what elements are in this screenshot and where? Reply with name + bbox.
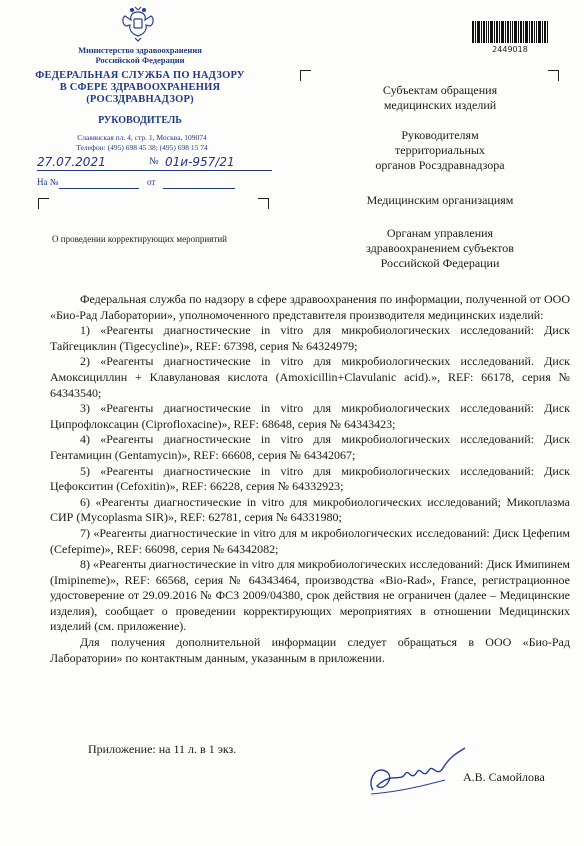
body-paragraph: Для получения дополнительной информации следует обращаться в ООО «Био-Рад Лаборатории» по контактным данным, указанным в приложении. (50, 635, 570, 665)
reference-number-label: На № (37, 177, 59, 187)
corner-bracket (38, 198, 49, 209)
registration-number: 01и-957/21 (165, 155, 235, 169)
body-paragraph: 8) «Реагенты диагностические in vitro для микробиологических исследований: Диск Имипинем (Imipineme)», REF: 66568, серия № 64343464, производства «Bio-Rad», France, регистрационное удостоверение от 29.09.2016 № ФСЗ 2009/04380, срок действия не ограничен (далее – Медицинские изделия), сообщает о проведении корректирующих мероприятиях в отношении Медицинских изделий (см. приложение). (50, 557, 570, 634)
body-paragraph: Федеральная служба по надзору в сфере здравоохранения по информации, полученной от ООО «Био-Рад Лаборатории», уполномоченного представителя производителя медицинских изделий: (50, 292, 570, 322)
body-paragraph: 5) «Реагенты диагностические in vitro для микробиологических исследований: Диск Цефокситин (Cefoxitin)», REF: 66228, серия № 64332923; (50, 463, 570, 494)
recipient-block: Медицинским организациям (366, 193, 514, 207)
body-paragraph: 2) «Реагенты диагностические in vitro для микробиологических исследований. Диск Амоксициллин + Клавулановая кислота (Amoxicillin+Clavulanic acid).», REF: 66178, серия № 64343540; (50, 354, 570, 400)
signature (365, 742, 475, 802)
service-name: ФЕДЕРАЛЬНАЯ СЛУЖБА ПО НАДЗОРУ В СФЕРЕ ЗДРАВООХРАНЕНИЯ (РОСЗДРАВНАДЗОР) (35, 70, 245, 105)
registration-underline (37, 170, 272, 171)
reference-number-blank (59, 188, 139, 189)
letter-body (50, 292, 570, 666)
barcode (472, 21, 548, 43)
recipient-block: Субъектам обращения медицинских изделий (382, 83, 498, 112)
corner-bracket (300, 70, 311, 81)
body-paragraph: 7) «Реагенты диагностические in vitro для м икробиологических исследований: Диск Цефепим (Cefepime)», REF: 66098, серия № 64342082; (50, 525, 570, 556)
address-block: Славянская пл. 4, стр. 1, Москва, 109074 Телефон: (495) 698 45 38; (495) 698 15 74 (76, 133, 208, 152)
reference-line (37, 177, 237, 191)
corner-bracket (548, 70, 559, 81)
registration-date: 27.07.2021 (37, 155, 106, 169)
coat-of-arms-icon (118, 4, 158, 42)
recipient-block: Руководителям территориальных органов Росздравнадзора (375, 128, 505, 172)
document-subject: О проведении корректирующих мероприятий (52, 234, 227, 244)
corner-bracket (258, 198, 269, 209)
registration-line (37, 155, 277, 173)
ministry-name: Министерство здравоохранения Российской Федерации (78, 45, 202, 65)
reference-date-blank (163, 188, 235, 189)
barcode-number: 2449018 (492, 45, 528, 54)
body-paragraph: 4) «Реагенты диагностические in vitro для микробиологических исследований: Диск Гентамицин (Gentamycin)», REF: 66608, серия № 64342067; (50, 432, 570, 462)
signer-name: А.В. Самойлова (463, 770, 545, 784)
head-title: РУКОВОДИТЕЛЬ (98, 115, 182, 126)
registration-number-label: № (149, 156, 159, 167)
body-paragraph: 1) «Реагенты диагностические in vitro для микробиологических исследований: Диск Тайгециклин (Tigecycline)», REF: 67398, серия № 64324979; (50, 323, 570, 353)
body-paragraph: 3) «Реагенты диагностические in vitro для микробиологических исследований: Диск Ципрофлоксацин (Ciprofloxacine)», REF: 68648, серия № 64343423; (50, 401, 570, 431)
attachment-note: Приложение: на 11 л. в 1 экз. (88, 742, 237, 756)
body-paragraph: 6) «Реагенты диагностические in vitro для микробиологических исследований; Микоплазма СИР (Mycoplasma SIR)», REF: 62781, серия № 64331980; (50, 494, 570, 525)
reference-date-label: от (147, 177, 156, 187)
recipient-block: Органам управления здравоохранением субъектов Российской Федерации (366, 226, 514, 270)
